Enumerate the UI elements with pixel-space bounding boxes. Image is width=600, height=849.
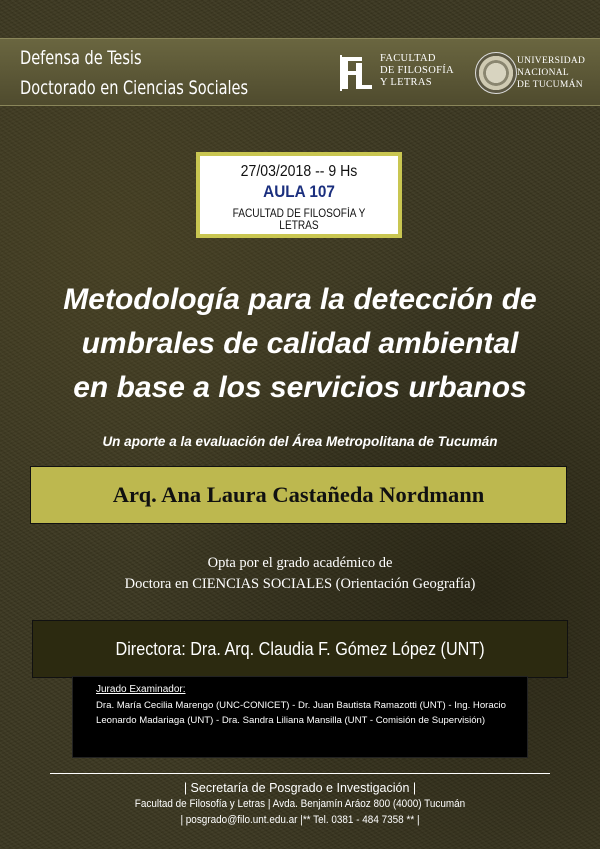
degree-line: Opta por el grado académico de xyxy=(207,555,393,571)
university-logo-text: UNIVERSIDAD NACIONAL DE TUCUMÁN xyxy=(517,56,586,90)
jury-title: Jurado Examinador: xyxy=(96,684,186,695)
director-box xyxy=(32,620,568,678)
thesis-title-line: Metodología para la detección de xyxy=(63,283,537,316)
event-date-time: 27/03/2018 -- 9 Hs xyxy=(240,163,358,180)
footer-divider xyxy=(50,773,550,774)
footer-office: | Secretaría de Posgrado e Investigación | xyxy=(183,781,417,795)
director-name: Directora: Dra. Arq. Claudia F. Gómez López (UNT) xyxy=(115,639,485,659)
university-seal-icon xyxy=(475,52,517,94)
thesis-title xyxy=(20,278,580,410)
degree-info xyxy=(20,553,580,595)
author-name: Arq. Ana Laura Castañeda Nordmann xyxy=(30,466,567,524)
thesis-title-line: umbrales de calidad ambiental xyxy=(81,327,519,360)
event-room: AULA 107 xyxy=(263,182,335,201)
header-band xyxy=(0,38,600,106)
faculty-logo-text: FACULTAD DE FILOSOFÍA Y LETRAS xyxy=(380,53,454,88)
faculty-logo-icon xyxy=(338,53,374,93)
event-venue: FACULTAD DE FILOSOFÍA Y LETRAS xyxy=(232,208,366,232)
footer-address: Facultad de Filosofía y Letras | Avda. Benjamín Aráoz 800 (4000) Tucumán xyxy=(134,798,466,810)
footer xyxy=(20,780,580,828)
footer-contact: | posgrado@filo.unt.edu.ar |** Tel. 0381 - 484 7358 ** | xyxy=(180,814,420,826)
degree-line: Doctora en CIENCIAS SOCIALES (Orientación Geografía) xyxy=(124,576,476,592)
event-info-box xyxy=(196,152,402,238)
header-subtitle: Doctorado en Ciencias Sociales xyxy=(20,77,249,99)
header-title: Defensa de Tesis xyxy=(20,47,142,69)
thesis-title-line: en base a los servicios urbanos xyxy=(73,371,527,404)
jury-box xyxy=(72,676,528,758)
jury-members: Dra. María Cecilia Marengo (UNC-CONICET) - Dr. Juan Bautista Ramazotti (UNT) - Ing. Horacio Leonardo Madariaga (UNT) - Dra. Sandra Liliana Mansilla (UNT - Comisión de Supervisión) xyxy=(96,699,506,726)
thesis-subtitle: Un aporte a la evaluación del Área Metropolitana de Tucumán xyxy=(102,434,498,449)
